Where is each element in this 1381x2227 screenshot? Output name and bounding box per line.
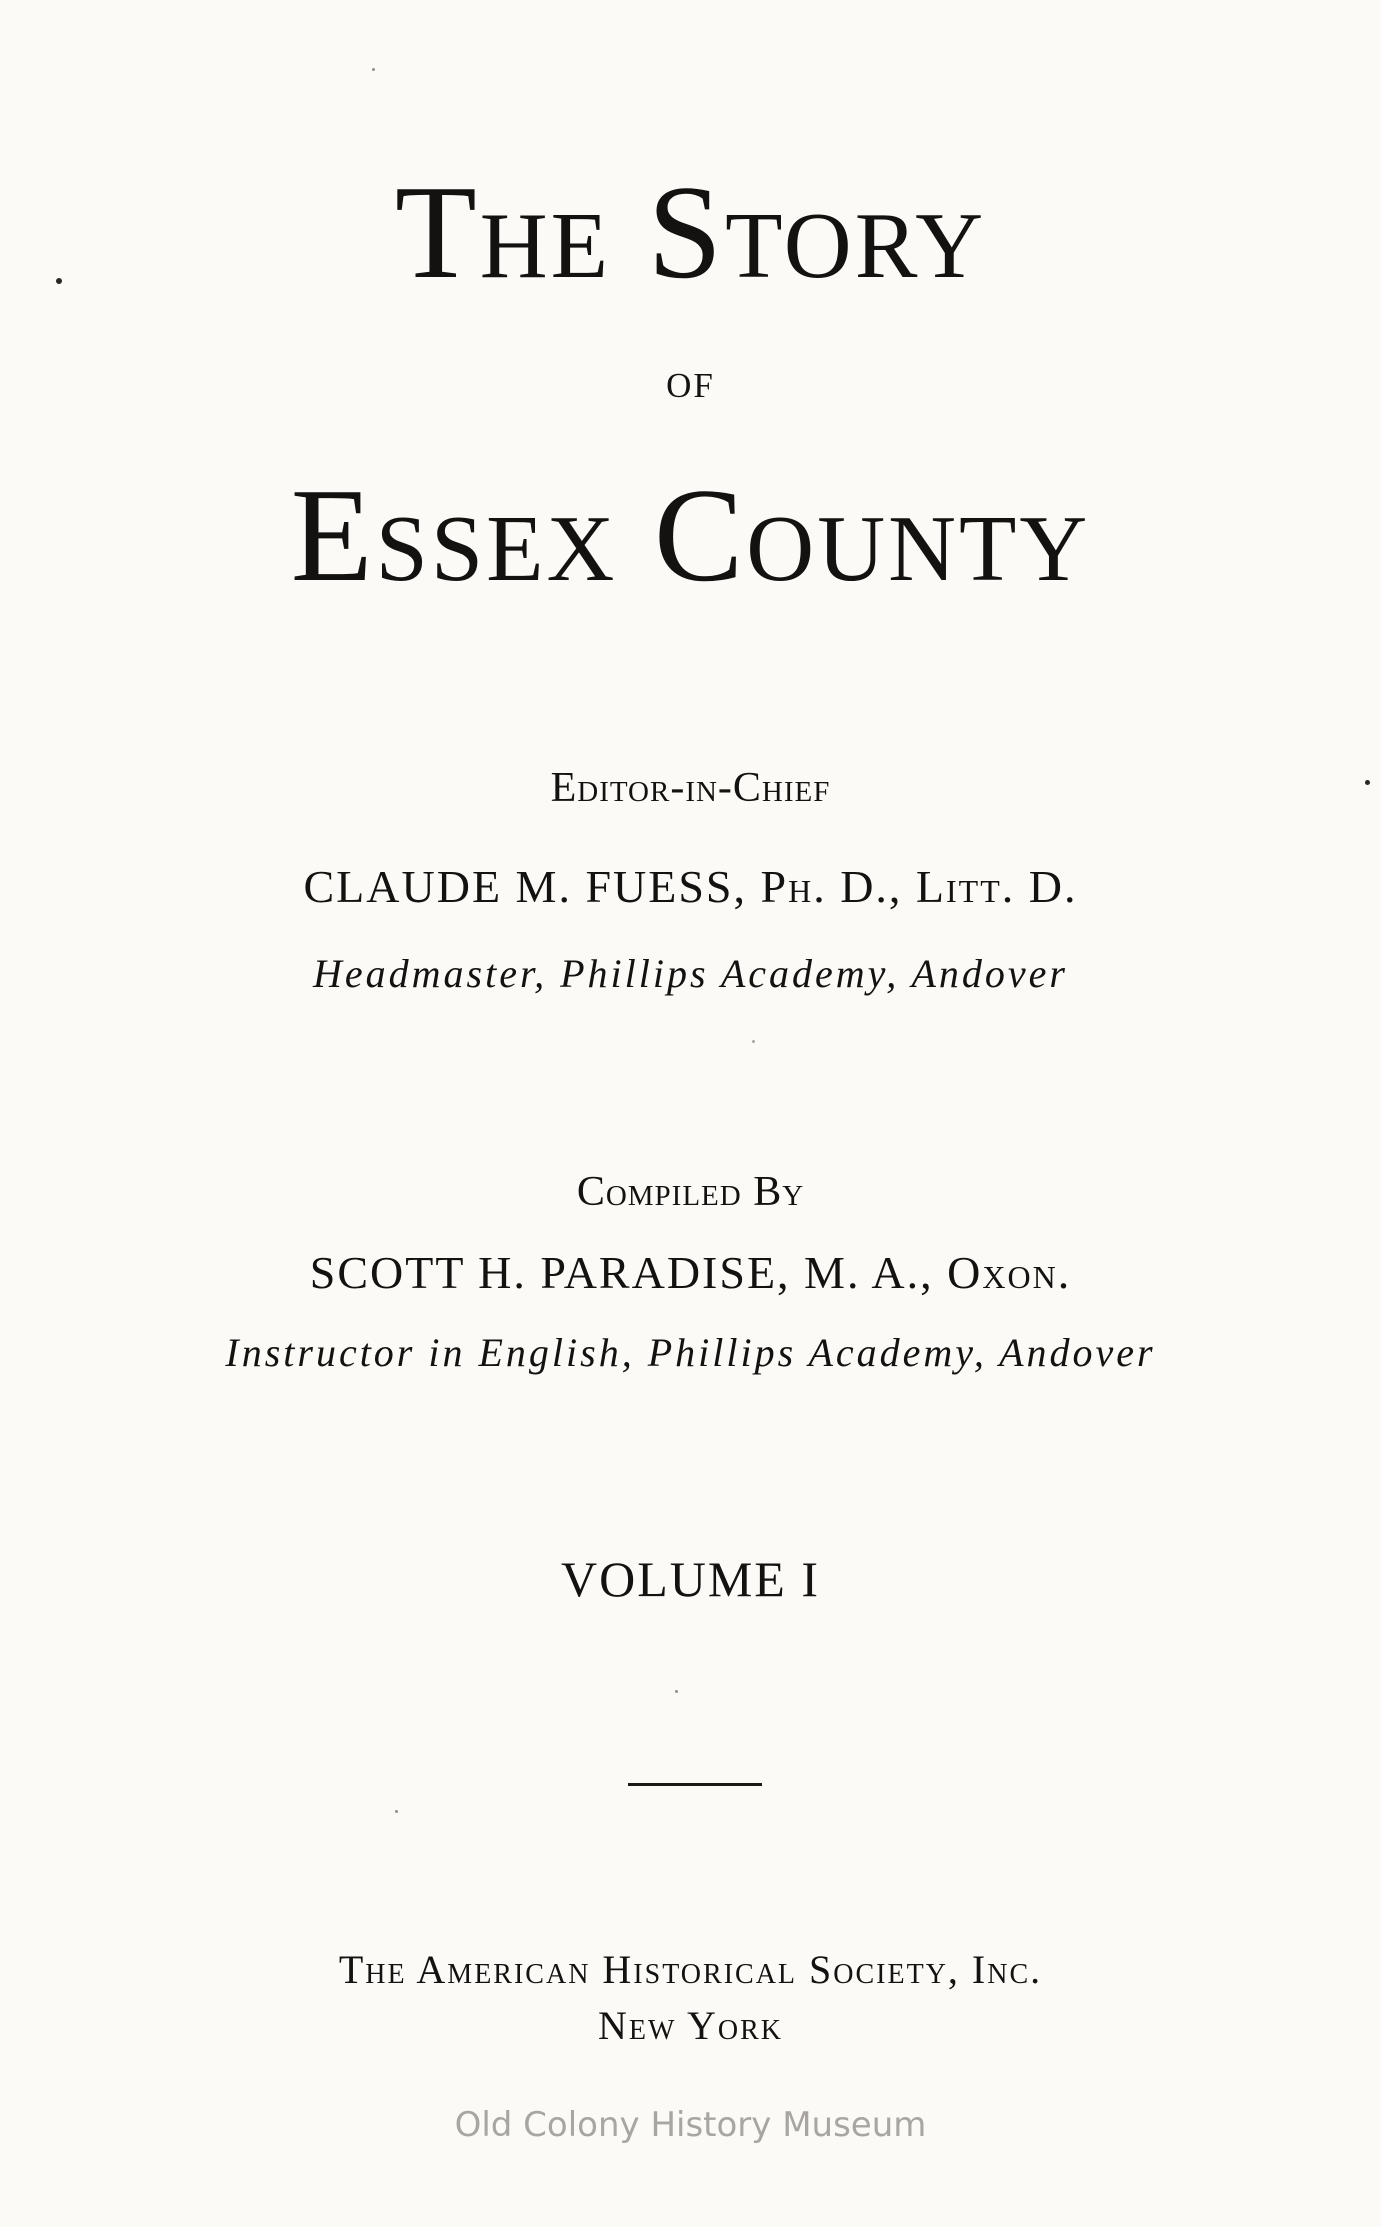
scan-speck (1365, 780, 1370, 785)
publisher-name: The American Historical Society, Inc. (338, 1947, 1043, 1992)
title-line-3: Essex County (290, 461, 1091, 609)
compiler-name: SCOTT H. PARADISE, M. A., (309, 1247, 934, 1298)
scan-speck (675, 1690, 678, 1693)
editor-degree: Ph. D., Litt. D. (760, 861, 1078, 912)
volume-label: VOLUME I (560, 1551, 821, 1607)
scan-speck (372, 68, 375, 71)
watermark-text: Old Colony History Museum (454, 2105, 927, 2145)
editor-affiliation: Headmaster, Phillips Academy, Andover (313, 951, 1068, 996)
compiler-credit (0, 1247, 1381, 1298)
scan-speck (752, 1040, 755, 1043)
divider-rule (628, 1783, 762, 1786)
compiler-role: Compiled By (576, 1169, 805, 1215)
scan-speck (56, 278, 62, 284)
compiler-degree: Oxon. (947, 1247, 1072, 1298)
title-line-2: of (666, 352, 715, 408)
publisher-city: New York (598, 2003, 783, 2048)
editor-credit (0, 861, 1381, 912)
editor-name: CLAUDE M. FUESS, (303, 861, 748, 912)
scan-speck (395, 1810, 398, 1813)
editor-role: Editor-in-Chief (550, 765, 831, 811)
title-line-1: The Story (394, 158, 987, 306)
compiler-affiliation: Instructor in English, Phillips Academy, Andover (225, 1330, 1156, 1375)
